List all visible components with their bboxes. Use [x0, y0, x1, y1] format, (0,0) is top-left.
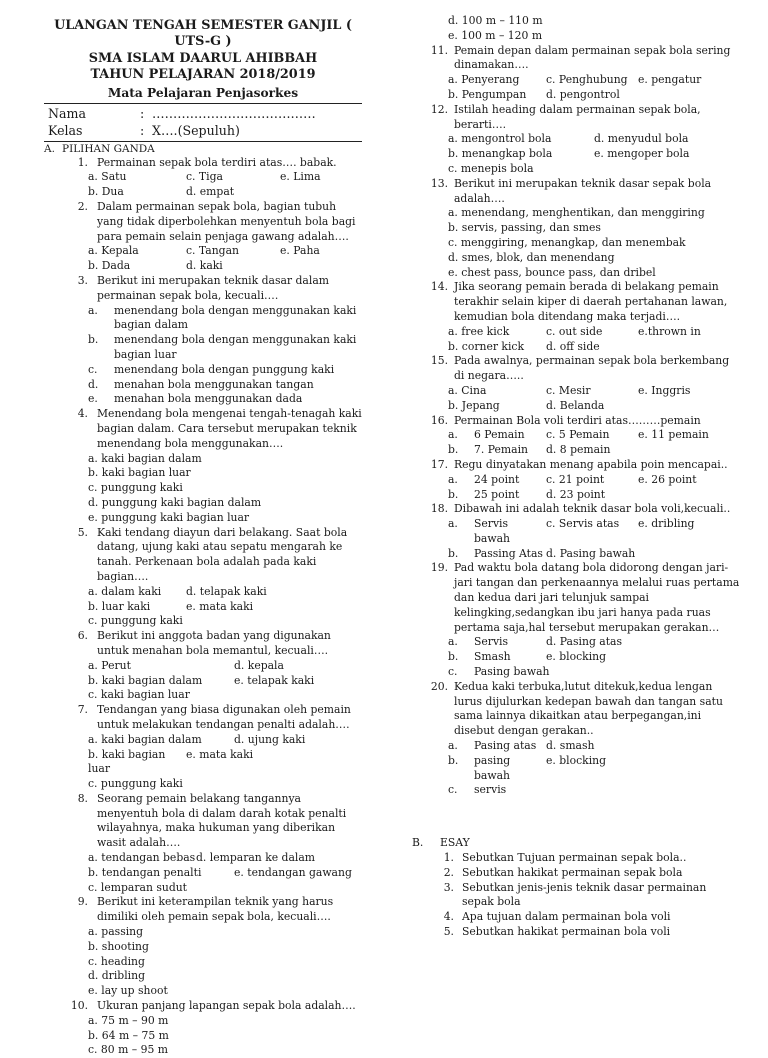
option-d[interactable]: d. dribling [88, 969, 145, 983]
option-b[interactable]: 7. Pemain [474, 443, 528, 457]
option-b[interactable]: b. 64 m – 75 m [88, 1028, 169, 1042]
option-letter: d. [88, 377, 99, 391]
class-field[interactable]: X….(Sepuluh) [152, 123, 240, 139]
option-letter: c. [88, 362, 98, 376]
question-number: 16. [430, 413, 448, 427]
option-c[interactable] [88, 363, 362, 378]
option-letter: b. [448, 487, 459, 501]
question-number: 3. [77, 274, 88, 287]
option-c[interactable]: c. punggung kaki [88, 614, 183, 628]
question-number: 19. [430, 561, 448, 575]
question-text: Berikut ini merupakan teknik dasar sepak bola adalah…. [454, 176, 712, 205]
question-number: 8. [77, 791, 88, 805]
academic-year: TAHUN PELAJARAN 2018/2019 [90, 67, 316, 83]
essay-item [420, 851, 740, 866]
question-18 [420, 502, 740, 561]
essay-text: Apa tujuan dalam permainan bola voli [462, 910, 671, 924]
question-text: Tendangan yang biasa digunakan oleh pemain untuk melakukan tendangan penalti adalah…. [97, 703, 351, 731]
question-9 [44, 895, 362, 999]
question-text: Berikut ini keterampilan teknik yang harus dimiliki oleh pemain sepak bola, kecuali…. [97, 895, 334, 924]
option-c[interactable]: c. 80 m – 95 m [88, 1043, 168, 1057]
option-e[interactable]: e. lay up shoot [88, 984, 168, 998]
option-b[interactable] [88, 333, 362, 363]
name-row [44, 105, 362, 123]
question-10 [44, 999, 362, 1058]
name-colon: : [140, 105, 145, 121]
option-b[interactable]: Smash [474, 650, 511, 664]
question-text: Pad waktu bola datang bola didorong dengan jari-jari tangan dan perkenaannya melalui ruas pertama dan kedua dari jari telunjuk sampai kelingking,sedangkan ibu jari hanya pada ruas pertama saja,hal tersebut merupakan gerakan… [454, 561, 740, 634]
option-d[interactable]: d. 23 point [546, 487, 606, 501]
question-17 [420, 458, 740, 502]
question-3 [44, 274, 362, 407]
option-text: menendang bola dengan punggung kaki [114, 362, 335, 376]
option-c[interactable]: c. menepis bola [448, 161, 534, 175]
essay-item [420, 866, 740, 881]
essay-item [420, 881, 740, 911]
option-b[interactable]: b. luar kaki [88, 599, 151, 613]
question-text: Regu dinyatakan menang apabila poin mencapai.. [454, 457, 728, 471]
question-number: 12. [430, 102, 448, 116]
option-c[interactable]: c. Tangan [186, 244, 239, 258]
option-letter: c. [448, 783, 458, 797]
section-a-heading [44, 143, 362, 156]
option-a[interactable]: a. passing [88, 925, 144, 939]
option-text: menahan bola menggunakan tangan [114, 377, 314, 391]
option-e[interactable]: e.thrown in [638, 324, 701, 338]
option-a[interactable]: a. mengontrol bola [448, 132, 552, 146]
question-7 [44, 703, 362, 792]
question-text: Istilah heading dalam permainan sepak bola, berarti…. [454, 102, 701, 131]
option-e[interactable]: e. mengoper bola [594, 147, 690, 161]
question-text: Pemain depan dalam permainan sepak bola sering dinamakan…. [454, 43, 731, 72]
left-column [44, 0, 362, 1058]
essay-text: Sebutkan jenis-jenis teknik dasar permainan sepak bola [462, 880, 707, 909]
option-a[interactable]: a. Penyerang [448, 73, 520, 87]
option-c[interactable]: c. Servis atas [546, 517, 620, 531]
section-a-letter: A. [44, 142, 55, 155]
option-a[interactable]: a. dalam kaki [88, 584, 162, 598]
essay-number: 3. [443, 880, 454, 894]
option-b[interactable]: b. kaki bagian luar [88, 466, 191, 480]
option-c[interactable]: c. Penghubung [546, 73, 628, 87]
question-5 [44, 526, 362, 630]
option-b[interactable]: 25 point [474, 487, 520, 501]
option-text: menendang bola dengan menggunakan kaki bagian luar [114, 333, 357, 361]
option-e[interactable]: e. blocking [546, 650, 607, 664]
option-b[interactable]: b. Dua [88, 185, 124, 199]
class-label: Kelas [48, 123, 83, 139]
option-letter: b. [448, 443, 459, 457]
option-e[interactable] [88, 392, 362, 407]
option-a[interactable] [88, 304, 362, 334]
question-number: 6. [77, 629, 88, 643]
option-a[interactable]: a. free kick [448, 324, 510, 338]
option-b[interactable]: b. menangkap bola [448, 147, 553, 161]
option-d[interactable]: d. empat [186, 185, 235, 199]
question-text: Dalam permainan sepak bola, bagian tubuh yang tidak diperbolehkan menyentuh bola bagi para pemain selain penjaga gawang adalah…. [97, 200, 356, 243]
question-text: Kedua kaki terbuka,lutut ditekuk,kedua lengan lurus dijulurkan kedepan bawah dan tangan satu sama lainnya dikaitkan atau berpegangan,ini disebut dengan gerakan.. [454, 679, 723, 738]
question-text: Ukuran panjang lapangan sepak bola adalah…. [97, 999, 356, 1013]
essay-text: Sebutkan Tujuan permainan sepak bola.. [462, 851, 687, 865]
option-letter: c. [448, 665, 458, 679]
question-4 [44, 407, 362, 525]
essay-text: Sebutkan hakikat permainan bola voli [462, 925, 671, 939]
question-text: Permainan Bola voli terdiri atas………pemain [454, 413, 701, 427]
option-b[interactable]: pasing bawah [474, 753, 511, 782]
question-number: 7. [77, 703, 88, 717]
option-b[interactable]: b. servis, passing, dan smes [448, 221, 601, 235]
option-b[interactable]: Passing Atas [474, 546, 543, 560]
option-e[interactable]: e. Lima [280, 170, 321, 184]
essay-list [420, 851, 740, 940]
option-c[interactable]: c. punggung kaki [88, 777, 183, 791]
class-colon: : [140, 123, 145, 139]
question-number: 9. [77, 895, 88, 909]
option-b[interactable]: b. Jepang [448, 398, 500, 412]
option-e[interactable]: e. mata kaki [186, 599, 254, 613]
option-d[interactable]: d. kepala [234, 658, 284, 672]
question-8 [44, 792, 362, 896]
question-number: 17. [430, 457, 448, 471]
option-letter: a. [448, 517, 458, 531]
option-d[interactable]: d. ujung kaki [234, 732, 306, 746]
option-c[interactable]: c. kaki bagian luar [88, 688, 190, 702]
option-letter: b. [448, 650, 459, 664]
option-c[interactable]: servis [474, 783, 507, 797]
option-a[interactable]: a. Perut [88, 658, 131, 672]
question-number: 1. [77, 155, 88, 169]
option-d[interactable]: d. menyudul bola [594, 132, 689, 146]
option-b[interactable]: b. Dada [88, 259, 131, 273]
option-b[interactable]: b. kaki bagian dalam [88, 673, 203, 687]
option-c[interactable]: c. punggung kaki [88, 481, 183, 495]
option-letter: a. [448, 472, 458, 486]
question-text: Pada awalnya, permainan sepak bola berkembang di negara….. [454, 354, 730, 383]
question-text: Menendang bola mengenai tengah-tenagah kaki bagian dalam. Cara tersebut merupakan teknik menendang bola menggunakan…. [97, 407, 362, 450]
option-a[interactable]: 24 point [474, 472, 520, 486]
essay-number: 1. [443, 851, 454, 865]
option-a[interactable]: 6 Pemain [474, 428, 525, 442]
essay-number: 4. [443, 910, 454, 924]
essay-number: 2. [443, 865, 454, 879]
option-letter: b. [448, 546, 459, 560]
option-e[interactable]: e. punggung kaki bagian luar [88, 510, 250, 524]
option-e[interactable]: e. Paha [280, 244, 320, 258]
student-info [44, 103, 362, 142]
question-15 [420, 354, 740, 413]
option-c[interactable]: c. 21 point [546, 472, 605, 486]
option-a[interactable]: a. menendang, menghentikan, dan menggiring [448, 206, 705, 220]
option-e[interactable]: e. 11 pemain [638, 428, 709, 442]
school-name: SMA ISLAM DAARUL AHIBBAH [88, 50, 318, 66]
question-6 [44, 629, 362, 703]
question-text: Permainan sepak bola terdiri atas…. babak. [97, 155, 337, 169]
option-e[interactable]: e. dribling [638, 517, 695, 531]
section-b-letter: B. [412, 836, 424, 850]
essay-text: Sebutkan hakikat permainan sepak bola [462, 865, 683, 879]
question-text: Berikut ini anggota badan yang digunakan untuk menahan bola memantul, kecuali…. [97, 629, 331, 657]
option-a[interactable]: a. 75 m – 90 m [88, 1013, 169, 1027]
essay-item [420, 925, 740, 940]
option-e[interactable]: e. Inggris [638, 383, 691, 397]
question-13 [420, 177, 740, 281]
option-d[interactable]: d. kaki [186, 259, 223, 273]
option-d[interactable]: d. Belanda [546, 398, 605, 412]
option-a[interactable]: Servis [474, 635, 509, 649]
option-e[interactable]: e. telapak kaki [234, 673, 315, 687]
option-c[interactable]: c. Mesir [546, 383, 591, 397]
option-e[interactable]: e. pengatur [638, 73, 702, 87]
option-a[interactable]: a. tendangan bebas [88, 851, 196, 865]
option-letter: e. [88, 392, 98, 406]
question-number: 5. [77, 525, 88, 539]
question-12 [420, 103, 740, 177]
option-letter: a. [448, 739, 458, 753]
option-d[interactable]: d. Pasing bawah [546, 546, 636, 560]
option-letter: b. [88, 333, 99, 347]
question-number: 4. [77, 407, 88, 421]
question-19 [420, 561, 740, 679]
option-text: menendang bola dengan menggunakan kaki bagian dalam [114, 303, 357, 332]
option-d[interactable]: d. Pasing atas [546, 635, 623, 649]
name-field[interactable]: ………………………………… [152, 105, 316, 121]
option-a[interactable]: a. kaki bagian dalam [88, 451, 202, 465]
option-d[interactable]: d. smash [546, 739, 595, 753]
question-number: 18. [430, 502, 448, 516]
option-d[interactable]: d. 8 pemain [546, 443, 611, 457]
essay-item [420, 910, 740, 925]
option-b[interactable]: b. tendangan penalti [88, 865, 202, 879]
question-11 [420, 44, 740, 103]
question-number: 14. [430, 280, 448, 294]
question-10-option-d[interactable]: d. 100 m – 110 m [448, 14, 543, 27]
option-c[interactable]: c. out side [546, 324, 603, 338]
option-letter: a. [448, 635, 458, 649]
option-a[interactable]: a. Satu [88, 170, 127, 184]
section-a-title: PILIHAN GANDA [62, 142, 155, 155]
option-d[interactable]: d. lemparan ke dalam [196, 851, 316, 865]
question-16 [420, 414, 740, 458]
option-e[interactable]: e. mata kaki [186, 747, 254, 761]
question-1 [44, 156, 362, 200]
essay-number: 5. [443, 925, 454, 939]
option-a[interactable]: a. Kepala [88, 244, 139, 258]
section-b-heading [412, 836, 740, 851]
name-label: Nama [48, 105, 86, 121]
option-d[interactable]: d. smes, blok, dan menendang [448, 250, 615, 264]
option-c[interactable]: c. 5 Pemain [546, 428, 610, 442]
question-14 [420, 280, 740, 354]
option-d[interactable]: d. punggung kaki bagian dalam [88, 495, 262, 509]
subject-title: Mata Pelajaran Penjasorkes [107, 85, 299, 100]
option-b[interactable]: b. kaki bagian luar [88, 747, 166, 776]
option-c[interactable]: c. lemparan sudut [88, 880, 188, 894]
option-a[interactable]: a. Cina [448, 383, 487, 397]
option-d[interactable]: d. telapak kaki [186, 584, 267, 598]
question-number: 20. [430, 679, 448, 693]
question-10-option-e[interactable]: e. 100 m – 120 m [448, 28, 543, 42]
option-a[interactable]: Pasing atas [474, 739, 537, 753]
header-title: ULANGAN TENGAH SEMESTER GANJIL ( UTS-G ) [54, 18, 352, 50]
option-d[interactable]: d. off side [546, 339, 600, 353]
question-number: 10. [70, 999, 88, 1013]
option-b[interactable]: b. Pengumpan [448, 87, 527, 101]
option-text: menahan bola menggunakan dada [114, 392, 303, 406]
question-text: Kaki tendang diayun dari belakang. Saat bola datang, ujung kaki atau sepatu mengarah ke tanah. Perkenaan bola adalah pada kaki bagian…. [97, 525, 348, 583]
class-row [44, 122, 362, 140]
section-b-title: ESAY [440, 836, 470, 850]
option-a[interactable]: Servis bawah [474, 517, 510, 545]
option-letter: b. [448, 753, 459, 767]
option-e[interactable]: e. 26 point [638, 472, 697, 486]
option-c[interactable]: c. menggiring, menangkap, dan menembak [448, 235, 686, 249]
question-20 [420, 680, 740, 798]
question-number: 11. [430, 43, 448, 57]
option-c[interactable]: c. Tiga [186, 170, 223, 184]
question-text: Berikut ini merupakan teknik dasar dalam permainan sepak bola, kecuali…. [97, 274, 330, 302]
right-column [412, 14, 740, 940]
question-number: 15. [430, 354, 448, 368]
question-number: 2. [77, 200, 88, 214]
option-letter: a. [88, 303, 98, 317]
option-c[interactable]: Pasing bawah [474, 665, 550, 679]
question-text: Dibawah ini adalah teknik dasar bola voli,kecuali.. [454, 502, 731, 516]
question-2 [44, 200, 362, 274]
option-letter: a. [448, 428, 458, 442]
option-b[interactable]: b. corner kick [448, 339, 525, 353]
option-e[interactable]: e. blocking [546, 753, 607, 767]
option-b[interactable]: b. shooting [88, 939, 149, 953]
option-e[interactable]: e. tendangan gawang [234, 865, 352, 879]
option-e[interactable]: e. chest pass, bounce pass, dan dribel [448, 265, 656, 279]
question-text: Jika seorang pemain berada di belakang pemain terakhir selain kiper di daerah pertahanan lawan, kemudian bola ditendang maka terjadi…. [454, 280, 728, 323]
option-d[interactable] [88, 378, 362, 393]
option-c[interactable]: c. heading [88, 954, 145, 968]
option-a[interactable]: a. kaki bagian dalam [88, 732, 202, 746]
option-d[interactable]: d. pengontrol [546, 87, 620, 101]
question-number: 13. [430, 176, 448, 190]
exam-header [44, 0, 362, 84]
question-text: Seorang pemain belakang tangannya menyentuh bola di dalam darah kotak penalti wilayahnya, maka hukuman yang diberikan wasit adalah…. [97, 791, 347, 850]
